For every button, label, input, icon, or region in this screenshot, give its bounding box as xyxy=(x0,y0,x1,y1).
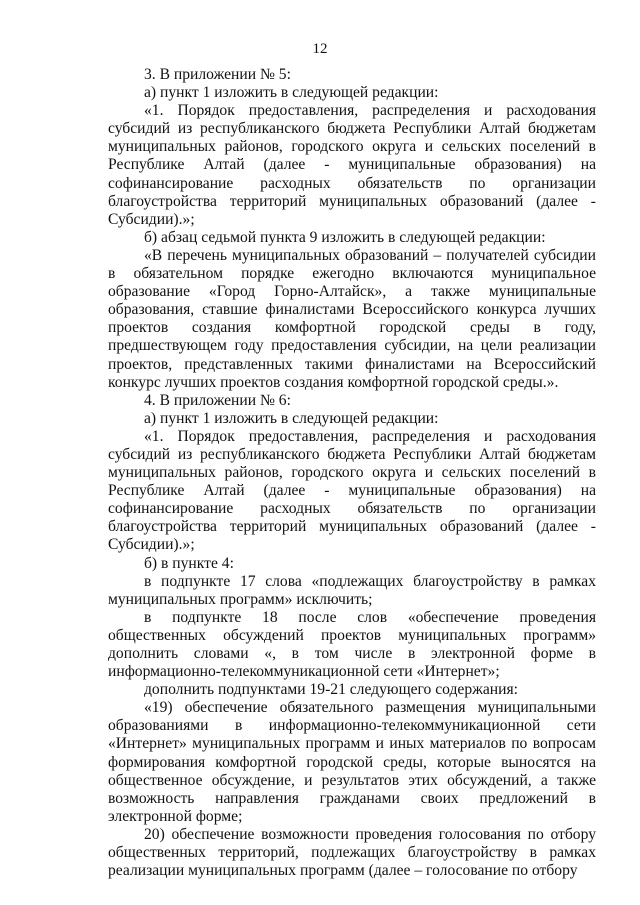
paragraph-section-3-heading: 3. В приложении № 5: xyxy=(144,66,291,83)
paragraph-add-subitems: дополнить подпунктами 19-21 следующего содержания: xyxy=(144,681,519,699)
paragraph-subitem-19: «19) обеспечение обязательного размещения муниципальными образованиями в информационно-телекоммуникационной сети «Интернет» муниципальных программ и иных материалов по вопросам формирования комфортной городской среды, которые выносятся на общественное обсуждение, и результатов этих обсуждений, а также возможность направления гражданами своих предложений в электронной форме; xyxy=(108,699,596,825)
paragraph-section-4-a: а) пункт 1 изложить в следующей редакции: xyxy=(144,409,439,427)
page-number: 12 xyxy=(312,41,328,57)
paragraph-section-3-b: б) абзац седьмой пункта 9 изложить в следующей редакции: xyxy=(144,228,546,246)
paragraph-section-3-a-text: «1. Порядок предоставления, распределения и расходования субсидий из республиканского бюджета Республики Алтай бюджетам муниципальных районов, городского округа и сельских поселений в Республике Алтай (далее - муниципальные образования) на софинансирование расходных обязательств по организации благоустройства территорий муниципальных образований (далее - Субсидии).»; xyxy=(108,102,596,228)
document-body xyxy=(108,66,596,880)
paragraph-subitem-17: в подпункте 17 слова «подлежащих благоустройству в рамках муниципальных программ» исключить; xyxy=(108,572,596,608)
paragraph-section-3-b-text: «В перечень муниципальных образований – получателей субсидии в обязательном порядке ежегодно включаются муниципальное образование «Город Горно-Алтайск», а также муниципальные образования, ставшие финалистами Всероссийского конкурса лучших проектов создания комфортной городской среды в году, предшествующем году предоставления субсидии, на цели реализации проектов, представленных такими финалистами на Всероссийский конкурс лучших проектов создания комфортной городской среды.». xyxy=(108,246,596,391)
paragraph-section-4-a-text: «1. Порядок предоставления, распределения и расходования субсидий из республиканского бюджета Республики Алтай бюджетам муниципальных районов, городского округа и сельских поселений в Республике Алтай (далее - муниципальные образования) на софинансирование расходных обязательств по организации благоустройства территорий муниципальных образований (далее - Субсидии).»; xyxy=(108,427,596,554)
paragraph-section-4-b: б) в пункте 4: xyxy=(144,554,234,572)
paragraph-section-3-a: а) пункт 1 изложить в следующей редакции: xyxy=(144,84,439,102)
paragraph-subitem-20: 20) обеспечение возможности проведения голосования по отбору общественных территорий, подлежащих благоустройству в рамках реализации муниципальных программ (далее – голосование по отбору xyxy=(108,825,596,880)
paragraph-subitem-18: в подпункте 18 после слов «обеспечение проведения общественных обсуждений проектов муниципальных программ» дополнить словами «, в том числе в электронной форме в информационно-телекоммуникационной сети «Интернет»; xyxy=(108,608,596,681)
paragraph-section-4-heading: 4. В приложении № 6: xyxy=(144,391,291,409)
